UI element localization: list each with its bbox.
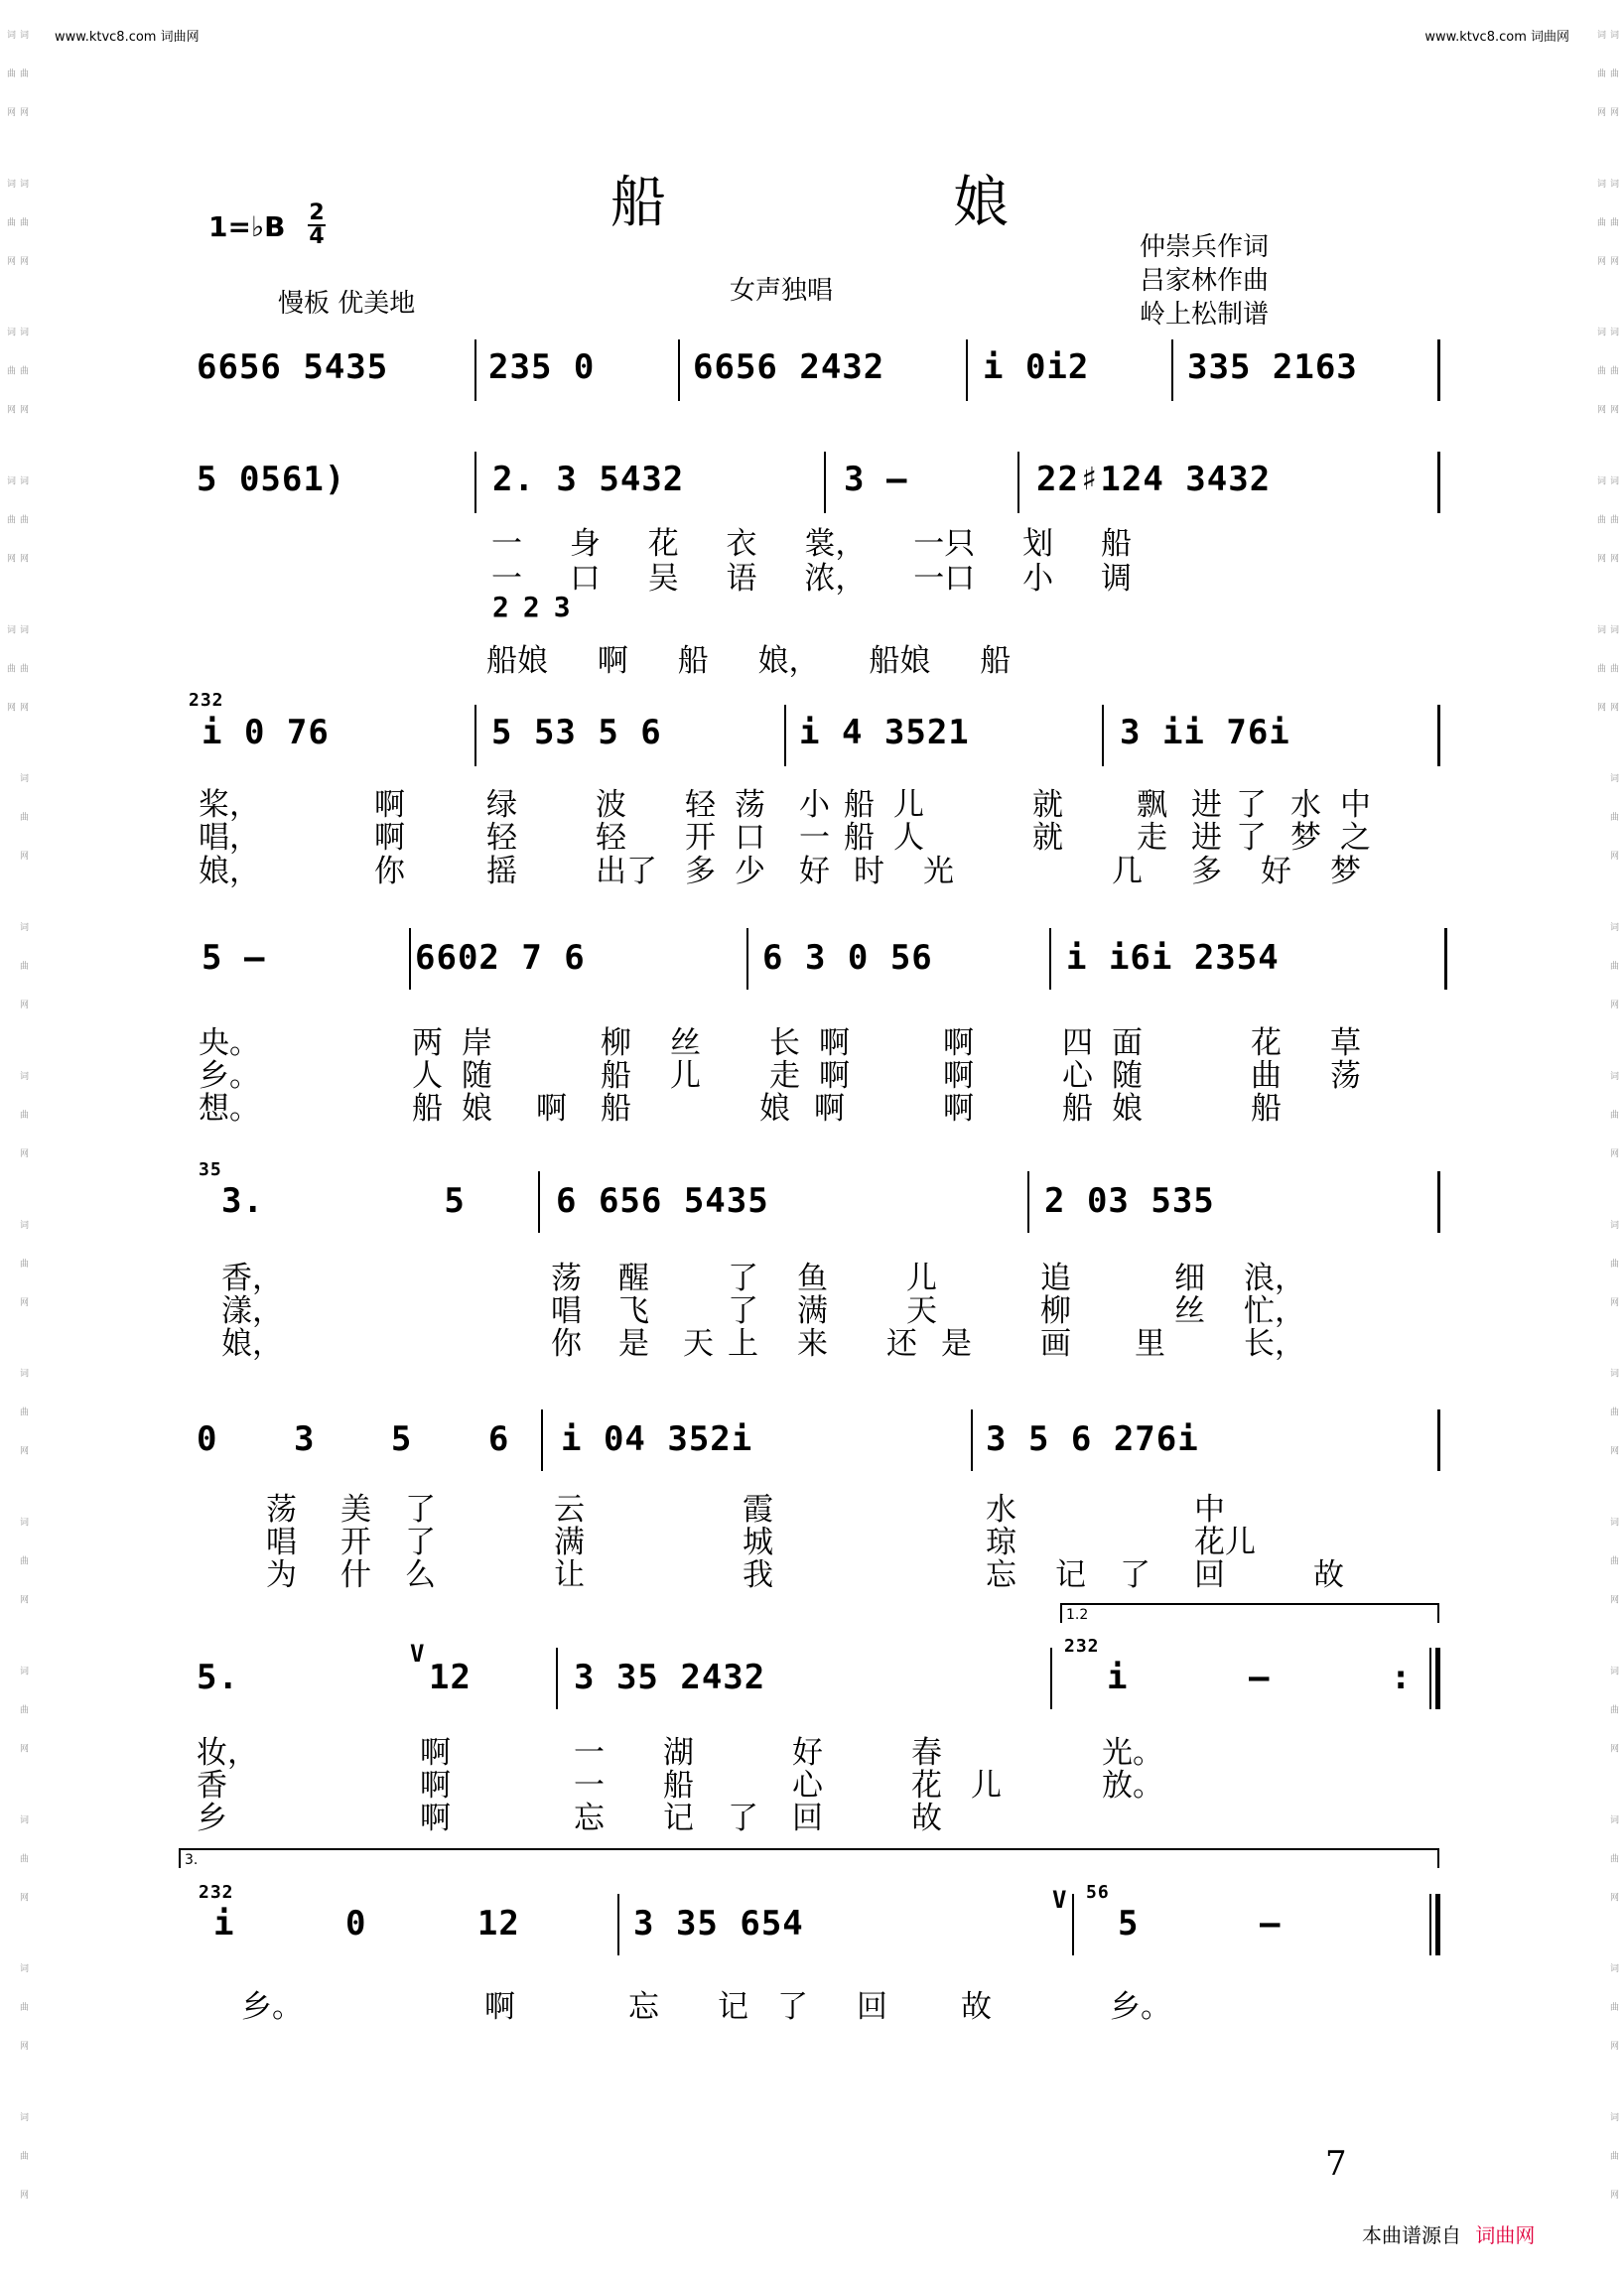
barline <box>1437 339 1440 401</box>
lyric: 水 <box>986 1492 1016 1528</box>
barline <box>1017 452 1019 513</box>
line6-measure1: 0 3 5 6 <box>197 1419 510 1459</box>
final-barline-thin <box>1429 1894 1431 1955</box>
lyric: 浪， <box>1244 1261 1305 1296</box>
lyric: 长， <box>1244 1326 1305 1362</box>
lyric: 船 <box>1062 1091 1093 1127</box>
lyric: 天 <box>683 1326 714 1362</box>
lyric: 人 <box>893 820 924 856</box>
performance-note: 女声独唱 <box>730 276 834 306</box>
lyric: 一 <box>574 1735 605 1771</box>
lyric: 随 <box>462 1058 492 1094</box>
line7-pickup: 12 <box>429 1658 472 1697</box>
lyric: 故 <box>1313 1557 1344 1593</box>
lyric: 故 <box>911 1801 942 1836</box>
lyric: 波 <box>596 787 626 823</box>
line3-grace-notes: 232 <box>189 690 224 711</box>
lyric: 梦 <box>1290 820 1321 856</box>
lyric: 出了 <box>596 854 657 889</box>
lyricist-credit: 仲崇兵作词 <box>1140 232 1270 262</box>
lyric: 来 <box>797 1326 828 1362</box>
lyric: 摇 <box>486 854 517 889</box>
barline <box>541 1409 543 1471</box>
barline <box>1437 452 1440 513</box>
lyric: 是 <box>618 1326 649 1362</box>
line5-measure2: 6 656 5435 <box>556 1181 769 1221</box>
lyric: 好 <box>792 1735 823 1771</box>
line2-lyrics-verse3: 船娘 啊 船 娘， 船娘 船 <box>486 643 1012 679</box>
lyric: 唱 <box>551 1293 582 1329</box>
barline <box>1050 1648 1052 1709</box>
lyric: 船 <box>412 1091 443 1127</box>
line6-measure2: i 04 352i <box>561 1419 753 1459</box>
lyric: 荡 <box>1330 1058 1361 1094</box>
lyric: 什 <box>340 1557 371 1593</box>
lyric: 柳 <box>1040 1293 1071 1329</box>
header-right-url: www.ktvc8.com 词曲网 <box>1424 30 1569 45</box>
lyric: 啊 <box>374 820 405 856</box>
lyric: 唱， <box>199 820 260 856</box>
lyric: 琼 <box>986 1525 1016 1560</box>
lyric: 啊 <box>420 1735 451 1771</box>
lyric: 丝 <box>670 1025 701 1061</box>
barline <box>746 928 748 990</box>
lyric: 里 <box>1135 1326 1165 1362</box>
lyric: 船 <box>663 1768 694 1804</box>
barline <box>474 705 476 766</box>
barline <box>971 1409 973 1471</box>
barline <box>1072 1894 1074 1955</box>
time-signature <box>308 202 326 248</box>
time-denominator: 4 <box>309 224 325 249</box>
lyric: 乡。 <box>241 1989 303 2025</box>
lyric: 就 <box>1032 787 1063 823</box>
lyric: 了 <box>728 1261 758 1296</box>
lyric: 口 <box>735 820 765 856</box>
line3-measure4: 3 ii 76i <box>1120 713 1290 752</box>
volta-label: 1.2 <box>1066 1607 1089 1623</box>
lyric: 长 <box>769 1025 800 1061</box>
lyric: 乡 <box>197 1801 227 1836</box>
lyric: 啊 <box>943 1091 974 1127</box>
lyric: 天 <box>906 1293 937 1329</box>
barline <box>784 705 786 766</box>
lyric: 草 <box>1330 1025 1361 1061</box>
left-watermark-strip: 词曲网 词曲网 词曲网 词曲网 词曲网 词曲网 词曲网 词曲网 词曲网 词曲网 词曲网 词曲网 词曲网 词曲网 词曲网 词曲网 词曲网 词曲网 词曲网 词曲网 <box>5 30 28 2229</box>
lyric: 走 <box>1137 820 1167 856</box>
lyric: 满 <box>797 1293 828 1329</box>
lyric: 了 <box>777 1989 808 2025</box>
lyric: 啊 <box>374 787 405 823</box>
lyric: 回 <box>792 1801 823 1836</box>
footer-source-label: 本曲谱源自 <box>1362 2223 1461 2247</box>
line4-measure4: i i6i 2354 <box>1066 938 1280 978</box>
barline <box>1437 705 1440 766</box>
lyric: 啊 <box>943 1025 974 1061</box>
lyric: 忘 <box>628 1989 659 2025</box>
breath-mark: V <box>410 1640 426 1668</box>
lyric: 央。 <box>199 1025 260 1061</box>
transcriber-credit: 岭上松制谱 <box>1140 300 1270 330</box>
lyric: 心 <box>1062 1058 1093 1094</box>
lyric: 漾， <box>221 1293 283 1329</box>
barline <box>966 339 968 401</box>
lyric: 想。 <box>199 1091 260 1127</box>
lyric: 啊 <box>819 1025 850 1061</box>
right-watermark-strip: 词曲网 词曲网 词曲网 词曲网 词曲网 词曲网 词曲网 词曲网 词曲网 词曲网 词曲网 词曲网 词曲网 词曲网 词曲网 词曲网 词曲网 词曲网 词曲网 词曲网 <box>1595 30 1618 2229</box>
tempo-marking: 慢板 优美地 <box>278 289 416 319</box>
lyric: 丝 <box>1174 1293 1205 1329</box>
lyric: 船 <box>601 1058 631 1094</box>
line1-measure1: 6656 5435 <box>197 347 389 387</box>
lyric: 心 <box>792 1768 823 1804</box>
lyric: 让 <box>554 1557 585 1593</box>
lyric: 啊 <box>420 1768 451 1804</box>
composer-credit: 吕家林作曲 <box>1140 266 1270 296</box>
lyric: 云 <box>554 1492 585 1528</box>
lyric: 我 <box>743 1557 773 1593</box>
line5-measure1: 3. 5 <box>221 1181 466 1221</box>
lyric: 好 <box>799 854 830 889</box>
lyric: 花 <box>1251 1025 1282 1061</box>
barline <box>474 339 476 401</box>
lyric: 了 <box>1120 1557 1150 1593</box>
lyric: 唱 <box>266 1525 297 1560</box>
lyric: 春 <box>911 1735 942 1771</box>
lyric: 水 <box>1290 787 1321 823</box>
line4-measure2: 6602 7 6 <box>415 938 586 978</box>
barline <box>538 1171 540 1233</box>
lyric: 细 <box>1174 1261 1205 1296</box>
lyric: 回 <box>1194 1557 1225 1593</box>
lyric: 儿 <box>670 1058 701 1094</box>
barline <box>1027 1171 1029 1233</box>
lyric: 船 <box>601 1091 631 1127</box>
lyric: 放。 <box>1102 1768 1163 1804</box>
lyric: 人 <box>412 1058 443 1094</box>
lyric: 香， <box>221 1261 283 1296</box>
lyric: 了 <box>1236 820 1267 856</box>
lyric: 好 <box>1261 854 1291 889</box>
lyric: 进 <box>1191 787 1222 823</box>
line1-measure2: 235 0 <box>488 347 596 387</box>
lyric: 忘 <box>574 1801 605 1836</box>
lyric: 花 <box>911 1768 942 1804</box>
line2-measure3: 3 – <box>844 460 908 499</box>
lyric: 荡 <box>735 787 765 823</box>
line8-measure3: 5 – <box>1118 1904 1282 1943</box>
line4-measure3: 6 3 0 56 <box>762 938 933 978</box>
credits <box>1140 230 1269 332</box>
lyric: 啊 <box>819 1058 850 1094</box>
lyric: 啊 <box>536 1091 567 1127</box>
lyric: 了 <box>405 1525 436 1560</box>
lyric: 岸 <box>462 1025 492 1061</box>
barline <box>1102 705 1104 766</box>
line2-lyrics-verse1: 一 身 花 衣 裳， 一只 划 船 <box>491 526 1132 562</box>
barline <box>1437 1409 1440 1471</box>
line5-measure3: 2 03 535 <box>1044 1181 1215 1221</box>
lyric: 了 <box>728 1293 758 1329</box>
line2-measure4: 22♯124 3432 <box>1036 460 1272 499</box>
barline <box>409 928 411 990</box>
lyric: 轻 <box>596 820 626 856</box>
lyric: 两 <box>412 1025 443 1061</box>
barline <box>678 339 680 401</box>
lyric: 你 <box>551 1326 582 1362</box>
lyric: 追 <box>1040 1261 1071 1296</box>
lyric: 开 <box>685 820 716 856</box>
lyric: 轻 <box>685 787 716 823</box>
lyric: 了 <box>728 1801 758 1836</box>
lyric: 轻 <box>486 820 517 856</box>
lyric: 妆， <box>197 1735 258 1771</box>
lyric: 桨， <box>199 787 260 823</box>
line5-grace-notes: 35 <box>199 1159 222 1180</box>
lyric: 面 <box>1112 1025 1143 1061</box>
line7-measure3: i – : <box>1107 1658 1413 1697</box>
lyric: 多 <box>1191 854 1222 889</box>
lyric: 故 <box>961 1989 992 2025</box>
line1-measure4: i 0i2 <box>983 347 1090 387</box>
lyric: 为 <box>266 1557 297 1593</box>
barline <box>474 452 476 513</box>
lyric: 船 <box>1251 1091 1282 1127</box>
line7-grace-notes: 232 <box>1064 1636 1100 1657</box>
lyric: 乡。 <box>1110 1989 1171 2025</box>
lyric: 中 <box>1340 787 1371 823</box>
barline <box>617 1894 619 1955</box>
lyric: 鱼 <box>797 1261 828 1296</box>
lyric: 啊 <box>943 1058 974 1094</box>
lyric: 娘 <box>1112 1091 1143 1127</box>
barline <box>824 452 826 513</box>
barline <box>1049 928 1051 990</box>
final-barline-thick <box>1435 1894 1440 1955</box>
lyric: 柳 <box>601 1025 631 1061</box>
key-signature: 1=♭B <box>208 210 286 243</box>
line2-alt-notes: 223 <box>492 591 585 623</box>
lyric: 上 <box>728 1326 758 1362</box>
lyric: 美 <box>340 1492 371 1528</box>
lyric: 娘， <box>221 1326 283 1362</box>
lyric: 飘 <box>1137 787 1167 823</box>
lyric: 中 <box>1194 1492 1225 1528</box>
lyric: 了 <box>405 1492 436 1528</box>
line6-measure3: 3 5 6 276i <box>986 1419 1199 1459</box>
lyric: 光。 <box>1102 1735 1163 1771</box>
lyric: 忙， <box>1244 1293 1305 1329</box>
lyric: 一 <box>574 1768 605 1804</box>
lyric: 是 <box>941 1326 972 1362</box>
lyric: 啊 <box>814 1091 845 1127</box>
line7-measure1: 5. <box>197 1658 239 1697</box>
lyric: 飞 <box>618 1293 649 1329</box>
lyric: 回 <box>857 1989 887 2025</box>
footer-source-site[interactable]: 词曲网 <box>1475 2223 1536 2247</box>
line2-lyrics-verse2: 一 口 吴 语 浓， 一口 小 调 <box>491 561 1132 597</box>
footer-source <box>1362 2219 1535 2248</box>
lyric: 船 <box>844 820 875 856</box>
lyric: 进 <box>1191 820 1222 856</box>
lyric: 荡 <box>551 1261 582 1296</box>
barline <box>556 1648 558 1709</box>
lyric: 啊 <box>484 1989 515 2025</box>
barline <box>1437 1171 1440 1233</box>
line7-measure2: 3 35 2432 <box>574 1658 766 1697</box>
volta-bracket-3 <box>179 1848 1439 1868</box>
lyric: 记 <box>663 1801 694 1836</box>
lyric: 记 <box>718 1989 748 2025</box>
lyric: 船 <box>844 787 875 823</box>
barline <box>1444 928 1447 990</box>
lyric: 之 <box>1340 820 1371 856</box>
repeat-barline-thin <box>1429 1648 1431 1709</box>
lyric: 霞 <box>743 1492 773 1528</box>
lyric: 你 <box>374 854 405 889</box>
lyric: 多 <box>685 854 716 889</box>
song-title-part2: 娘 <box>953 171 1009 235</box>
lyric: 么 <box>405 1557 436 1593</box>
lyric: 娘， <box>199 854 260 889</box>
lyric: 儿 <box>971 1768 1002 1804</box>
line2-measure1: 5 0561) <box>197 460 346 499</box>
line3-measure2: 5 53 5 6 <box>491 713 662 752</box>
lyric: 一 <box>799 820 830 856</box>
breath-mark: V <box>1052 1886 1068 1914</box>
lyric: 醒 <box>618 1261 649 1296</box>
lyric: 乡。 <box>199 1058 260 1094</box>
line8-measure2: 3 35 654 <box>633 1904 804 1943</box>
lyric: 曲 <box>1251 1058 1282 1094</box>
lyric: 儿 <box>893 787 924 823</box>
lyric: 记 <box>1055 1557 1086 1593</box>
lyric: 绿 <box>486 787 517 823</box>
time-numerator: 2 <box>309 201 325 225</box>
line3-measure1: i 0 76 <box>202 713 330 752</box>
repeat-barline-thick <box>1435 1648 1440 1709</box>
lyric: 时 <box>854 854 884 889</box>
lyric: 香 <box>197 1768 227 1804</box>
lyric: 儿 <box>906 1261 937 1296</box>
volta-label: 3. <box>185 1852 199 1868</box>
song-title-part1: 船 <box>610 171 666 235</box>
line1-measure5: 335 2163 <box>1187 347 1358 387</box>
lyric: 少 <box>735 854 765 889</box>
lyric: 湖 <box>663 1735 694 1771</box>
line8-measure1: i 0 12 <box>213 1904 520 1943</box>
line4-measure1: 5 – <box>202 938 266 978</box>
line3-measure3: i 4 3521 <box>799 713 970 752</box>
line8-grace-notes: 232 <box>199 1882 234 1903</box>
lyric: 光 <box>923 854 954 889</box>
barline <box>1171 339 1173 401</box>
lyric: 了 <box>1236 787 1267 823</box>
page-number: 7 <box>1325 2144 1347 2184</box>
line8-grace-notes-2: 56 <box>1086 1882 1110 1903</box>
lyric: 满 <box>554 1525 585 1560</box>
lyric: 四 <box>1062 1025 1093 1061</box>
lyric: 忘 <box>986 1557 1016 1593</box>
lyric: 就 <box>1032 820 1063 856</box>
lyric: 走 <box>769 1058 800 1094</box>
lyric: 荡 <box>266 1492 297 1528</box>
lyric: 城 <box>743 1525 773 1560</box>
lyric: 娘 <box>759 1091 790 1127</box>
lyric: 啊 <box>420 1801 451 1836</box>
header-left-url: www.ktvc8.com 词曲网 <box>55 30 200 45</box>
lyric: 开 <box>340 1525 371 1560</box>
line1-measure3: 6656 2432 <box>693 347 885 387</box>
line2-measure2: 2. 3 5432 <box>492 460 685 499</box>
lyric: 花儿 <box>1194 1525 1256 1560</box>
lyric: 画 <box>1040 1326 1071 1362</box>
lyric: 娘 <box>462 1091 492 1127</box>
lyric: 梦 <box>1330 854 1361 889</box>
lyric: 小 <box>799 787 830 823</box>
lyric: 几 <box>1112 854 1143 889</box>
volta-bracket-1-2 <box>1060 1603 1439 1623</box>
lyric: 随 <box>1112 1058 1143 1094</box>
lyric: 还 <box>886 1326 917 1362</box>
